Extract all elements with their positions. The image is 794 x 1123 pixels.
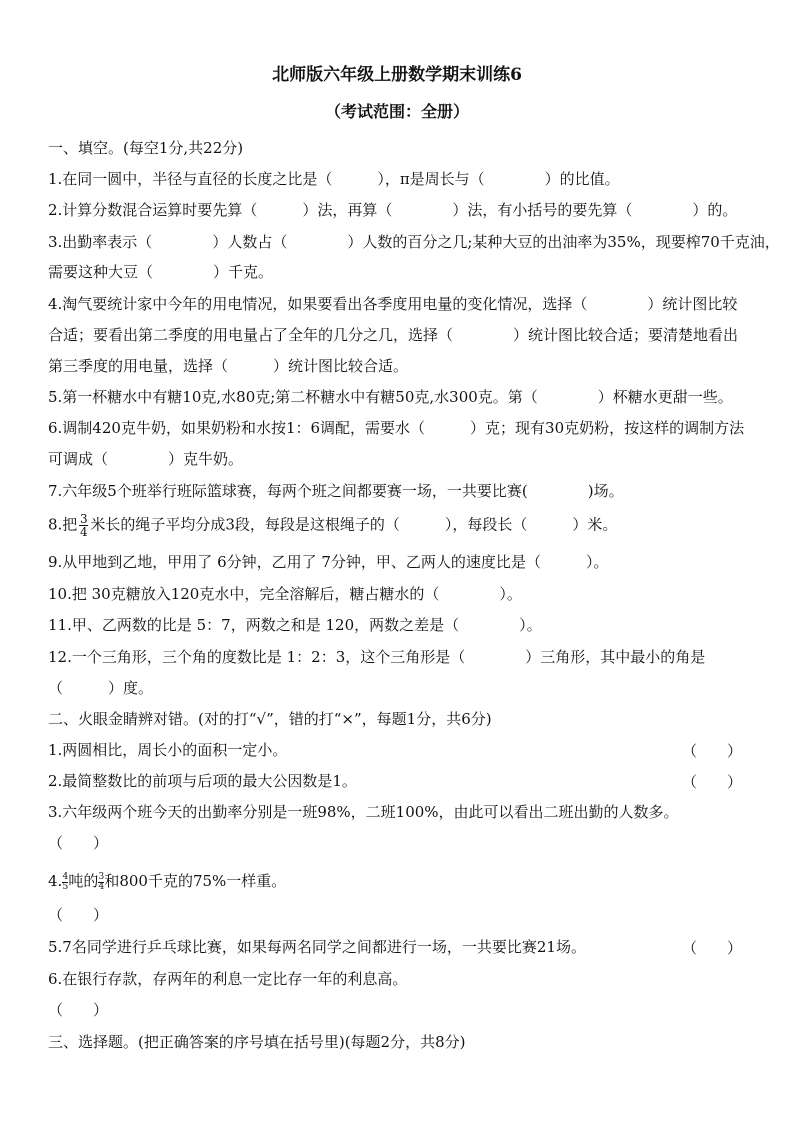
answer-paren[interactable]: （ ）	[48, 906, 109, 924]
page-title: 北师版六年级上册数学期末训练6	[272, 65, 522, 85]
answer-paren[interactable]: （ ）	[48, 834, 109, 852]
s2-question-6: 6.在银行存款，存两年的利息一定比存一年的利息高。	[48, 970, 408, 988]
fraction-denominator: 4	[79, 525, 88, 539]
s1-question-11: 11.甲、乙两数的比是 5：7，两数之和是 120，两数之差是（ ）。	[48, 616, 542, 634]
answer-paren[interactable]: （ ）	[681, 773, 742, 791]
fraction-numerator: 3	[79, 512, 88, 526]
s1-question-7: 7.六年级5个班举行班际篮球赛，每两个班之间都要赛一场，一共要比赛( )场。	[48, 482, 624, 500]
s2-question-1: 1.两圆相比，周长小的面积一定小。	[48, 741, 288, 759]
fraction-three-quarters	[79, 513, 88, 538]
s1-question-4a: 4.淘气要统计家中今年的用电情况，如果要看出各季度用电量的变化情况，选择（ ）统计图比较	[48, 295, 738, 313]
fraction-denominator: 4	[98, 881, 105, 892]
s1-question-4c: 第三季度的用电量，选择（ ）统计图比较合适。	[48, 357, 409, 375]
fraction-numerator: 4	[62, 871, 69, 882]
answer-paren[interactable]: （ ）	[681, 742, 742, 760]
section3-heading: 三、选择题。(把正确答案的序号填在括号里)(每题2分，共8分)	[48, 1033, 466, 1051]
s2-question-5: 5.7名同学进行乒乓球比赛，如果每两名同学之间都进行一场，一共要比赛21场。	[48, 938, 586, 956]
section1-heading: 一、填空。(每空1分,共22分)	[48, 139, 244, 157]
section2-heading: 二、火眼金睛辨对错。(对的打“√”，错的打“×”，每题1分，共6分)	[48, 710, 492, 728]
s1-question-4b: 合适；要看出第二季度的用电量占了全年的几分之几，选择（ ）统计图比较合适；要清楚地看出	[48, 326, 739, 344]
s1-question-3a: 3.出勤率表示（ ）人数占（ ）人数的百分之几;某种大豆的出油率为35%，现要榨70千克油，	[48, 233, 780, 251]
s1-question-1: 1.在同一圆中，半径与直径的长度之比是（ ），π是周长与（ ）的比值。	[48, 170, 620, 188]
s2-q4-text: 和800千克的75%一样重。	[104, 872, 287, 890]
s2-question-2: 2.最简整数比的前项与后项的最大公因数是1。	[48, 772, 357, 790]
s1-q8-text: 米长的绳子平均分成3段，每段是这根绳子的（ ），每段长（ ）米。	[90, 515, 618, 534]
s1-question-10: 10.把 30克糖放入120克水中，完全溶解后，糖占糖水的（ ）。	[48, 585, 522, 603]
s1-question-12b: （ ）度。	[48, 679, 154, 697]
s2-question-4	[48, 871, 754, 892]
fraction-numerator: 3	[98, 871, 105, 882]
s1-q8-prefix: 8.把	[48, 515, 78, 534]
s2-q4-prefix: 4.	[48, 872, 63, 890]
answer-paren[interactable]: （ ）	[48, 1001, 109, 1019]
s1-question-2: 2.计算分数混合运算时要先算（ ）法，再算（ ）法，有小括号的要先算（ ）的。	[48, 201, 738, 219]
s1-question-6b: 可调成（ ）克牛奶。	[48, 450, 244, 468]
s1-question-3b: 需要这种大豆（ ）千克。	[48, 263, 274, 281]
s1-question-8	[48, 513, 754, 538]
answer-paren[interactable]: （ ）	[681, 939, 742, 957]
s1-question-6a: 6.调制420克牛奶，如果奶粉和水按1：6调配，需要水（ ）克；现有30克奶粉，按这样的调制方法	[48, 419, 745, 437]
s1-question-12a: 12.一个三角形，三个角的度数比是 1：2：3，这个三角形是（ ）三角形，其中最小的角是	[48, 648, 706, 666]
s1-question-9: 9.从甲地到乙地，甲用了 6分钟，乙用了 7分钟，甲、乙两人的速度比是（ ）。	[48, 553, 609, 571]
s2-q4-mid: 吨的	[68, 872, 99, 890]
page-subtitle: （考试范围：全册）	[324, 102, 469, 121]
s2-question-3: 3.六年级两个班今天的出勤率分别是一班98%，二班100%，由此可以看出二班出勤的人数多。	[48, 803, 679, 821]
s1-question-5: 5.第一杯糖水中有糖10克,水80克;第二杯糖水中有糖50克,水300克。第（ ）杯糖水更甜一些。	[48, 388, 733, 406]
fraction-denominator: 5	[62, 881, 69, 892]
